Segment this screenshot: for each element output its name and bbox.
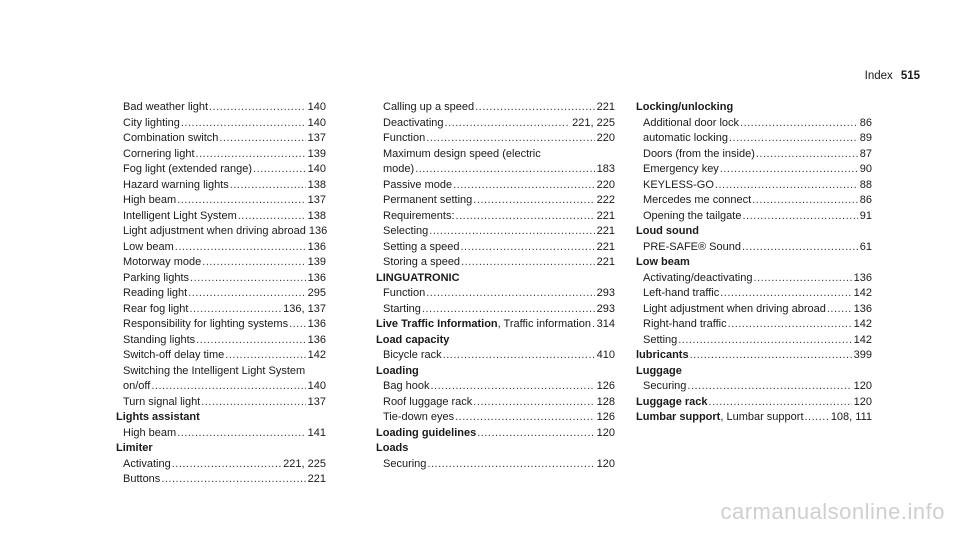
index-subentry <box>636 193 872 209</box>
page-reference: 136, 137 <box>283 302 326 315</box>
page-reference: 142 <box>853 318 872 330</box>
dot-leader <box>443 348 595 364</box>
page-reference: 136 <box>307 240 326 253</box>
entry-text: High beam <box>123 426 177 439</box>
index-subentry <box>636 162 872 178</box>
dot-leader <box>201 395 305 411</box>
page-reference: 120 <box>596 426 615 439</box>
entry-text: Reading light <box>123 287 188 299</box>
page-reference: 142 <box>307 349 326 361</box>
entry-text: Securing <box>383 457 427 470</box>
dot-leader <box>473 193 594 209</box>
page-reference: 140 <box>307 116 326 129</box>
index-subentry <box>376 379 615 395</box>
index-subentry <box>376 457 615 473</box>
index-subentry <box>116 255 326 271</box>
index-heading: Locking/unlocking <box>636 101 734 113</box>
entry-text: Opening the tailgate <box>643 209 742 222</box>
entry-heading: Luggage rack <box>636 395 708 408</box>
dot-leader <box>177 193 305 209</box>
entry-text: Hazard warning lights <box>123 178 229 191</box>
entry-text: Permanent setting <box>383 194 473 206</box>
index-heading-entry <box>376 317 615 333</box>
index-subentry <box>116 131 326 147</box>
entry-text: Mercedes me connect <box>643 194 752 206</box>
dot-leader <box>805 410 829 426</box>
index-subentry <box>116 317 326 333</box>
page-reference: 136 <box>308 225 328 237</box>
page-reference: 141 <box>307 426 326 439</box>
index-subentry <box>376 286 615 302</box>
page-reference: 139 <box>307 256 326 268</box>
entry-text <box>636 410 805 426</box>
page-reference: 221 <box>307 473 326 485</box>
dot-leader <box>430 379 594 395</box>
index-subentry <box>116 100 326 116</box>
entry-text: Parking lights <box>123 271 190 284</box>
page-number: 515 <box>900 70 920 82</box>
page-reference: 399 <box>853 349 872 361</box>
dot-leader <box>729 131 858 147</box>
dot-leader <box>219 131 305 147</box>
dot-leader <box>429 224 594 240</box>
index-subentry <box>636 379 872 395</box>
dot-leader <box>742 240 858 256</box>
index-heading: Luggage <box>636 364 682 377</box>
page-reference: 88 <box>859 178 872 191</box>
dot-leader <box>177 426 305 442</box>
page-reference: 86 <box>859 116 872 129</box>
index-column-2 <box>376 100 615 472</box>
dot-leader <box>427 457 594 473</box>
entry-text <box>636 395 709 411</box>
dot-leader <box>238 209 306 225</box>
page-reference: 136 <box>307 271 326 284</box>
dot-leader <box>230 178 306 194</box>
page-reference: 137 <box>307 395 326 408</box>
entry-text: Additional door lock <box>643 116 740 129</box>
dot-leader <box>461 255 595 271</box>
index-heading: Limiter <box>116 442 153 454</box>
entry-text: City lighting <box>123 116 180 129</box>
entry-subtext: , Traffic information <box>497 318 591 330</box>
dot-leader <box>202 255 305 271</box>
index-heading: Loads <box>376 442 409 454</box>
entry-text: Fog light (extended range) <box>123 163 253 175</box>
entry-text: Emergency key <box>643 163 719 175</box>
index-subentry <box>636 240 872 256</box>
page-reference: 61 <box>859 240 872 253</box>
index-subentry <box>636 209 872 225</box>
entry-text: Activating <box>123 457 171 470</box>
dot-leader <box>445 116 571 132</box>
entry-text <box>636 348 690 364</box>
index-subentry <box>636 178 872 194</box>
entry-text: Setting <box>643 333 678 346</box>
entry-text: Low beam <box>123 240 174 253</box>
entry-text: mode) <box>383 163 415 175</box>
page-reference: 136 <box>307 318 326 330</box>
index-heading: Lights assistant <box>116 411 200 423</box>
dot-leader <box>196 333 305 349</box>
entry-text: Buttons <box>123 473 161 485</box>
page-reference: 136 <box>853 302 872 315</box>
dot-leader <box>752 193 858 209</box>
index-subentry <box>376 100 615 116</box>
page-reference: 140 <box>307 101 326 113</box>
entry-text: Bag hook <box>383 380 430 392</box>
entry-text: Motorway mode <box>123 256 202 268</box>
index-heading: Loud sound <box>636 225 699 237</box>
dot-leader <box>753 271 851 287</box>
page-reference: 120 <box>853 380 872 392</box>
entry-text: Tie-down eyes <box>383 411 455 423</box>
dot-leader <box>190 271 306 287</box>
entry-text: Cornering light <box>123 147 195 160</box>
dot-leader <box>742 209 857 225</box>
page-reference: 89 <box>859 132 872 144</box>
page-reference: 136 <box>307 333 326 346</box>
entry-text: Right-hand traffic <box>643 318 727 330</box>
entry-text: Starting <box>383 302 421 315</box>
page-header <box>865 70 920 82</box>
entry-text: Bicycle rack <box>383 349 442 361</box>
entry-text: Calling up a speed <box>383 101 475 113</box>
page-reference: 314 <box>596 318 615 330</box>
dot-leader <box>456 209 595 225</box>
dot-leader <box>161 472 305 488</box>
entry-heading: Loading guidelines <box>376 426 477 439</box>
page-reference: 142 <box>853 333 872 346</box>
index-subentry <box>376 116 615 132</box>
index-column-3 <box>636 100 872 426</box>
dot-leader <box>196 147 306 163</box>
page-reference: 126 <box>596 411 615 423</box>
dot-leader <box>175 240 306 256</box>
page-reference: 295 <box>307 287 326 299</box>
page-reference: 128 <box>596 395 615 408</box>
index-subentry-text: Maximum design speed (electric <box>383 147 541 160</box>
page-reference: 221 <box>596 225 615 237</box>
index-subentry <box>116 379 326 395</box>
page-reference: 221 <box>596 256 615 268</box>
index-subentry <box>376 209 615 225</box>
entry-heading: lubricants <box>636 349 689 361</box>
entry-text: Roof luggage rack <box>383 395 473 408</box>
index-subentry <box>376 302 615 318</box>
entry-text: Standing lights <box>123 333 196 346</box>
page-reference: 137 <box>307 132 326 144</box>
index-subentry <box>116 426 326 442</box>
dot-leader <box>225 348 305 364</box>
index-subentry <box>376 348 615 364</box>
page-reference: 220 <box>596 178 615 191</box>
index-subentry <box>376 178 615 194</box>
index-subentry <box>116 333 326 349</box>
entry-subtext: , Lumbar support <box>720 411 804 423</box>
entry-text: Passive mode <box>383 178 453 191</box>
page-reference: 221 <box>596 240 615 253</box>
index-subentry <box>116 457 326 473</box>
page-reference: 142 <box>853 287 872 299</box>
dot-leader <box>740 116 858 132</box>
dot-leader <box>189 302 281 318</box>
page-reference: 90 <box>859 163 872 175</box>
dot-leader <box>687 379 851 395</box>
index-subentry <box>636 333 872 349</box>
index-subentry <box>376 224 615 240</box>
dot-leader <box>172 457 281 473</box>
entry-text: Securing <box>643 380 687 392</box>
dot-leader <box>475 100 595 116</box>
dot-leader <box>473 395 594 411</box>
page-reference: 126 <box>596 380 615 392</box>
index-subentry <box>116 472 326 488</box>
dot-leader <box>415 162 594 178</box>
entry-text: Requirements: <box>383 209 455 222</box>
index-subentry <box>116 116 326 132</box>
entry-text: Rear fog light <box>123 302 189 315</box>
dot-leader <box>455 410 595 426</box>
index-subentry <box>376 162 615 178</box>
entry-text: Setting a speed <box>383 240 460 253</box>
dot-leader <box>827 302 852 318</box>
entry-text: Combination switch <box>123 132 219 144</box>
entry-text: Activating/deactivating <box>643 271 753 284</box>
page-reference: 293 <box>596 302 615 315</box>
dot-leader <box>690 348 852 364</box>
index-subentry <box>636 271 872 287</box>
entry-text: Function <box>383 287 426 299</box>
page-reference: 221, 225 <box>283 457 326 470</box>
entry-text <box>376 426 477 442</box>
index-heading-entry <box>636 348 872 364</box>
index-subentry <box>116 193 326 209</box>
entry-text <box>376 317 592 333</box>
index-subentry <box>116 209 326 225</box>
dot-leader <box>289 317 306 333</box>
page-reference: 222 <box>596 194 615 206</box>
dot-leader <box>209 100 306 116</box>
page-reference: 138 <box>307 178 326 191</box>
page-reference: 138 <box>307 209 326 222</box>
index-subentry <box>376 131 615 147</box>
entry-text: Light adjustment when driving abroad <box>123 225 306 237</box>
index-subentry <box>376 410 615 426</box>
dot-leader <box>426 286 594 302</box>
page-reference: 86 <box>859 194 872 206</box>
dot-leader <box>253 162 306 178</box>
index-subentry <box>116 348 326 364</box>
page-reference: 140 <box>307 163 326 175</box>
dot-leader <box>426 131 594 147</box>
watermark: carmanualsonline.info <box>720 499 945 524</box>
index-subentry <box>636 302 872 318</box>
dot-leader <box>422 302 595 318</box>
entry-text: Selecting <box>383 225 429 237</box>
dot-leader <box>720 162 858 178</box>
dot-leader <box>151 379 305 395</box>
page-reference: 183 <box>596 163 615 175</box>
index-subentry <box>376 255 615 271</box>
index-subentry <box>636 317 872 333</box>
index-subentry <box>116 224 326 240</box>
page-reference: 136 <box>853 271 872 284</box>
entry-text: Switch-off delay time <box>123 349 225 361</box>
index-subentry <box>116 240 326 256</box>
index-subentry-text: Switching the Intelligent Light System <box>123 364 306 377</box>
entry-text: Bad weather light <box>123 101 208 113</box>
page-reference: 139 <box>307 147 326 160</box>
index-heading: Loading <box>376 364 419 377</box>
dot-leader <box>715 178 858 194</box>
page-reference: 220 <box>596 132 615 144</box>
dot-leader <box>720 286 851 302</box>
entry-text: Turn signal light <box>123 395 201 408</box>
index-subentry <box>636 116 872 132</box>
entry-text: High beam <box>123 194 177 206</box>
dot-leader <box>188 286 305 302</box>
page-reference: 221 <box>596 101 615 113</box>
entry-text: PRE-SAFE® Sound <box>643 240 741 253</box>
index-subentry <box>376 240 615 256</box>
index-subentry <box>376 193 615 209</box>
index-heading-entry <box>636 395 872 411</box>
page-reference: 293 <box>596 287 615 299</box>
page-reference: 221 <box>596 209 615 222</box>
page-reference: 87 <box>859 147 872 160</box>
entry-text: on/off <box>123 380 151 392</box>
page-reference: 410 <box>596 349 615 361</box>
page-reference: 91 <box>859 209 872 222</box>
index-subentry <box>116 395 326 411</box>
index-subentry <box>116 147 326 163</box>
entry-heading: Live Traffic Information <box>376 318 498 330</box>
entry-text: automatic locking <box>643 132 728 144</box>
index-heading: Load capacity <box>376 333 450 346</box>
entry-text: KEYLESS-GO <box>643 178 714 191</box>
entry-text: Storing a speed <box>383 256 461 268</box>
entry-text: Intelligent Light System <box>123 209 237 222</box>
dot-leader <box>709 395 852 411</box>
page-reference: 120 <box>596 457 615 470</box>
dot-leader <box>728 317 852 333</box>
entry-text: Light adjustment when driving abroad <box>643 302 826 315</box>
page-reference: 221, 225 <box>572 116 615 129</box>
index-subentry <box>116 302 326 318</box>
dot-leader <box>181 116 306 132</box>
index-heading-entry <box>376 426 615 442</box>
entry-text: Function <box>383 132 426 144</box>
dot-leader <box>460 240 594 256</box>
page-reference: 140 <box>307 380 326 392</box>
entry-text: Responsibility for lighting systems <box>123 318 289 330</box>
page-reference: 137 <box>307 194 326 206</box>
dot-leader <box>678 333 851 349</box>
index-subentry <box>116 162 326 178</box>
entry-text: Left-hand traffic <box>643 287 720 299</box>
index-subentry <box>116 286 326 302</box>
index-subentry <box>116 271 326 287</box>
entry-text: Doors (from the inside) <box>643 147 755 160</box>
dot-leader <box>477 426 594 442</box>
entry-text: Deactivating <box>383 116 444 129</box>
page-reference: 108, 111 <box>830 411 872 423</box>
index-subentry <box>116 178 326 194</box>
index-subentry <box>636 131 872 147</box>
dot-leader <box>453 178 595 194</box>
index-heading: Low beam <box>636 256 690 268</box>
index-heading: LINGUATRONIC <box>376 271 460 284</box>
dot-leader <box>756 147 858 163</box>
index-subentry <box>376 395 615 411</box>
page-reference: 120 <box>853 395 872 408</box>
index-heading-entry <box>636 410 872 426</box>
index-subentry <box>636 147 872 163</box>
header-label: Index <box>864 70 893 82</box>
index-column-1 <box>116 100 326 488</box>
index-subentry <box>636 286 872 302</box>
entry-heading: Lumbar support <box>636 411 721 423</box>
